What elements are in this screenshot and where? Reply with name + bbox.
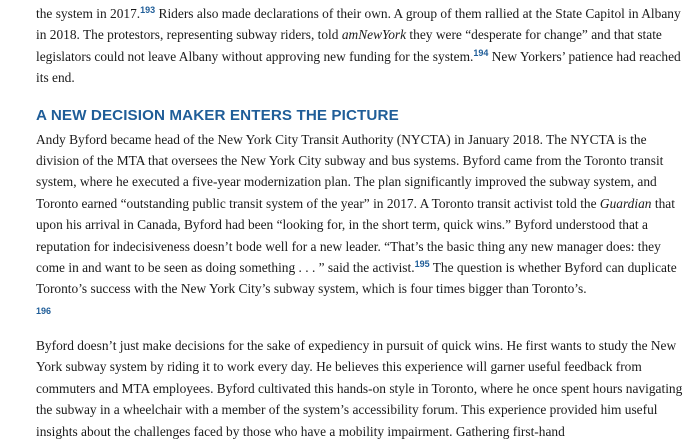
publication-name: amNewYork [341, 27, 407, 43]
paragraph-text: that upon his arrival in Canada, Byford had been “looking for, in the short term, quick wins.” Byford understood that a reputation for indecisiveness doesn’t bode well for a new leader. “That’s the basic thing any new manager does: they come in and want to be seen as doing something . . . ” said the activist. [36, 195, 675, 276]
publication-name: Guardian [599, 195, 652, 211]
paragraph-byford-intro [36, 129, 686, 322]
paragraph-text: the system in 2017. [36, 6, 141, 21]
document-page [36, 0, 686, 442]
section-heading: A NEW DECISION MAKER ENTERS THE PICTURE [36, 106, 399, 124]
paragraph-text: they were “desperate for change” and that state legislators could not leave Albany without approving new funding for the system. [36, 27, 662, 64]
footnote-ref-195[interactable]: 195 [414, 259, 430, 270]
paragraph-text: Riders also made declarations of their own. A group of them rallied at the State Capitol in Albany in 2018. The protestors, representing subway riders, told [36, 6, 681, 43]
footnote-ref-193[interactable]: 193 [140, 5, 156, 16]
paragraph-capitol-rally [36, 3, 686, 89]
paragraph-byford-approach [36, 335, 686, 442]
paragraph-text: Byford doesn’t just make decisions for the sake of expediency in pursuit of quick wins. He first wants to study the New York subway system by riding it to work every day. He believes this experience will garner useful feedback from commuters and MTA employees. Byford cultivated this hands-on style in Toronto, where he once spent hours navigating the subway in a wheelchair with a member of the system’s accessibility forum. This experience provided him useful insights about the challenges faced by those who have a mobility impairment. Gathering first-hand [36, 337, 683, 439]
paragraph-text: The question is whether Byford can duplicate Toronto’s success with the New York City’s subway system, which is four times bigger than Toronto’s. [36, 260, 677, 297]
paragraph-text: New Yorkers’ patience had reached its end. [36, 48, 681, 86]
footnote-ref-196[interactable]: 196 [36, 305, 52, 316]
footnote-ref-194[interactable]: 194 [473, 47, 489, 58]
paragraph-text: Andy Byford became head of the New York City Transit Authority (NYCTA) in January 2018. The NYCTA is the division of the MTA that oversees the New York City subway and bus systems. Byford came from the Toronto transit system, where he executed a five-year modernization plan. The plan significantly improved the subway system, and Toronto earned “outstanding public transit system of the year” in 2017. A Toronto transit activist told the [36, 131, 664, 211]
